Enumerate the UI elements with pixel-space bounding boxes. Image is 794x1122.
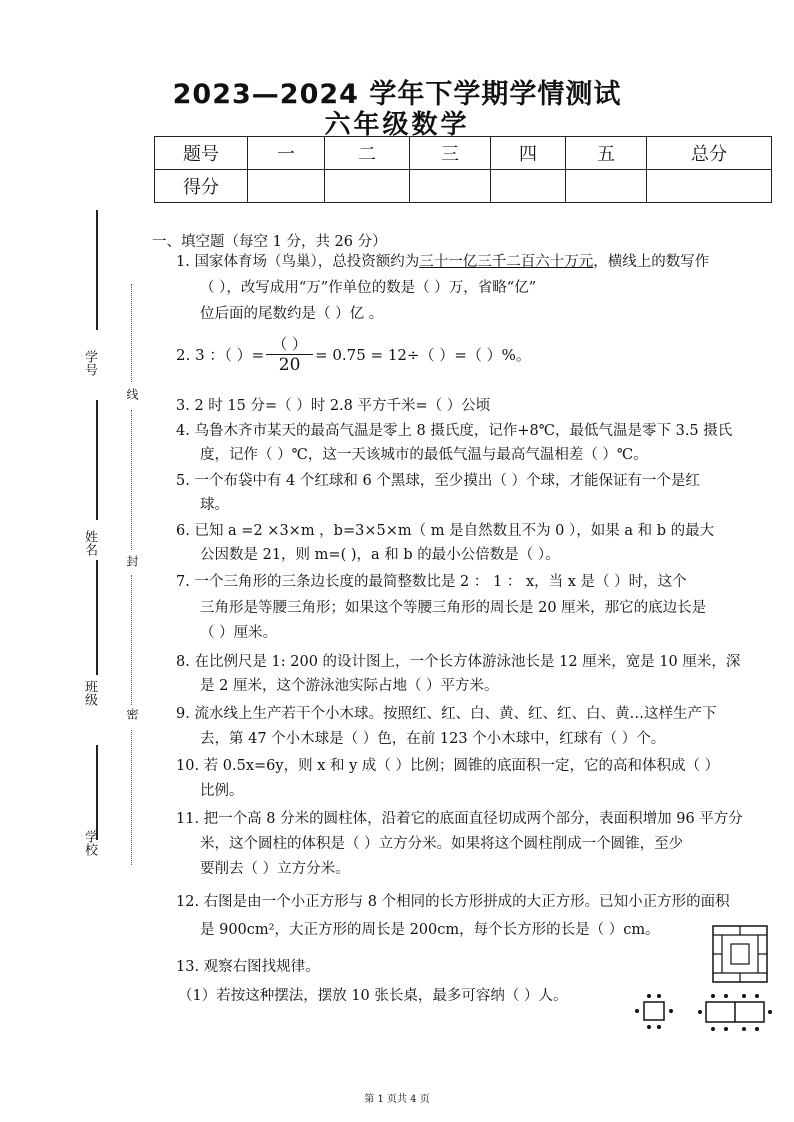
q2-prefix: 2. 3 ：（ ）= <box>176 345 265 364</box>
score-cell: 总分 <box>647 137 772 170</box>
seal-dotted-line <box>131 410 132 550</box>
score-table-header-row <box>155 137 772 170</box>
score-input-cell[interactable] <box>410 170 491 203</box>
score-input-cell[interactable] <box>325 170 410 203</box>
seal-char: 封 <box>125 555 139 567</box>
class-label: 班级 <box>82 680 97 706</box>
question-4-line-1: 4. 乌鲁木齐市某天的最高气温是零上 8 摄氏度，记作+8℃，最低气温是零下 3.5 摄氏 <box>176 423 733 439</box>
score-cell: 题号 <box>155 137 248 170</box>
score-cell: 五 <box>566 137 647 170</box>
question-3: 3. 2 时 15 分=（ ）时 2.8 平方千米=（ ）公顷 <box>176 398 491 414</box>
exam-subtitle: 六年级数学 <box>324 110 470 140</box>
seal-char: 密 <box>125 708 139 720</box>
q1-text-end: ，横线上的数写作 <box>593 254 710 270</box>
q2-fraction <box>266 334 313 375</box>
seal-char: 线 <box>125 388 139 400</box>
page-number: 第 1 页共 4 页 <box>364 1094 430 1105</box>
score-input-cell[interactable] <box>647 170 772 203</box>
question-8-line-2: 是 2 厘米，这个游泳池实际占地（ ）平方米。 <box>200 678 499 694</box>
square-puzzle-figure <box>712 925 768 983</box>
question-12-line-1: 12. 右图是由一个小正方形与 8 个相同的长方形拼成的大正方形。已知小正方形的面积 <box>176 894 730 910</box>
question-13-line-2: （1）若按这种摆法，摆放 10 张长桌，最多可容纳（ ）人。 <box>178 988 568 1004</box>
question-5-line-1: 5. 一个布袋中有 4 个红球和 6 个黑球，至少摸出（ ）个球，才能保证有一个是红 <box>176 473 700 489</box>
exam-title: 2023—2024 学年下学期学情测试 <box>172 79 622 110</box>
margin-line <box>96 210 98 330</box>
score-input-cell[interactable] <box>566 170 647 203</box>
margin-line <box>96 400 98 520</box>
margin-line <box>96 745 98 840</box>
question-7-line-1: 7. 一个三角形的三条边长度的最简整数比是 2 ： 1 ： x，当 x 是（ ）时，这个 <box>176 574 687 590</box>
seal-dotted-line <box>131 730 132 865</box>
question-1-line-1 <box>176 252 709 272</box>
question-1-line-2: （ ），改写成用“万”作单位的数是（ ）万，省略“亿” <box>200 280 537 296</box>
question-9-line-2: 去，第 47 个小木球是（ ）色，在前 123 个小木球中，红球有（ ）个。 <box>200 731 666 747</box>
seal-dotted-line <box>131 284 132 382</box>
question-6-line-1: 6. 已知 a =2 ×3×m ，b=3×5×m（ m 是自然数且不为 0 ），如果 a 和 b 的最大 <box>176 523 715 539</box>
question-12-line-2: 是 900cm²，大正方形的周长是 200cm，每个长方形的长是（ ）cm。 <box>200 922 660 938</box>
q2-fraction-denominator: 20 <box>278 355 301 375</box>
one-table-figure <box>632 990 676 1034</box>
score-row-label: 得分 <box>155 170 248 203</box>
question-11-line-3: 要削去（ ）立方分米。 <box>200 861 350 877</box>
question-6-line-2: 公因数是 21，则 m=( )，a 和 b 的最小公倍数是（ ）。 <box>200 547 560 563</box>
school-label: 学校 <box>82 830 97 856</box>
question-11-line-1: 11. 把一个高 8 分米的圆柱体，沿着它的底面直径切成两个部分，表面积增加 96 平方分 <box>176 811 743 827</box>
name-label: 姓名 <box>82 530 97 556</box>
question-7-line-3: （ ）厘米。 <box>200 625 278 641</box>
margin-line <box>96 560 98 675</box>
question-11-line-2: 米，这个圆柱的体积是（ ）立方分米。如果将这个圆柱削成一个圆锥，至少 <box>200 836 684 852</box>
question-10-line-2: 比例。 <box>200 783 244 799</box>
student-id-label: 学号 <box>82 350 97 376</box>
score-table-score-row <box>155 170 772 203</box>
q2-suffix: = 0.75 = 12÷（ ）=（ ）%。 <box>315 345 531 364</box>
score-cell: 三 <box>410 137 491 170</box>
question-13-line-1: 13. 观察右图找规律。 <box>176 959 320 975</box>
question-2 <box>176 334 531 375</box>
q1-underlined-number: 三十一亿三千二百六十万元 <box>419 254 594 270</box>
section-heading: 一、填空题（每空 1 分，共 26 分） <box>152 234 387 250</box>
question-10-line-1: 10. 若 0.5x=6y，则 x 和 y 成（ ）比例；圆锥的底面积一定，它的高和体积成（ ） <box>176 758 720 774</box>
q1-text: 1. 国家体育场（鸟巢），总投资额约为 <box>176 254 420 270</box>
question-4-line-2: 度，记作（ ）℃，这一天该城市的最低气温与最高气温相差（ ）℃。 <box>200 447 648 463</box>
q2-fraction-numerator: （ ） <box>266 334 313 355</box>
seal-dotted-line <box>131 575 132 705</box>
score-table <box>154 136 772 203</box>
score-cell: 二 <box>325 137 410 170</box>
score-cell: 四 <box>491 137 566 170</box>
question-8-line-1: 8. 在比例尺是 1: 200 的设计图上，一个长方体游泳池长是 12 厘米，宽是 10 厘米，深 <box>176 654 741 670</box>
question-7-line-2: 三角形是等腰三角形；如果这个等腰三角形的周长是 20 厘米，那它的底边长是 <box>200 600 707 616</box>
question-5-line-2: 球。 <box>200 497 229 513</box>
question-1-line-3: 位后面的尾数约是（ ）亿 。 <box>200 306 384 322</box>
score-cell: 一 <box>248 137 325 170</box>
score-input-cell[interactable] <box>248 170 325 203</box>
score-input-cell[interactable] <box>491 170 566 203</box>
question-9-line-1: 9. 流水线上生产若干个小木球。按照红、红、白、黄、红、红、白、黄…这样生产下 <box>176 706 717 722</box>
two-tables-figure <box>696 990 774 1036</box>
